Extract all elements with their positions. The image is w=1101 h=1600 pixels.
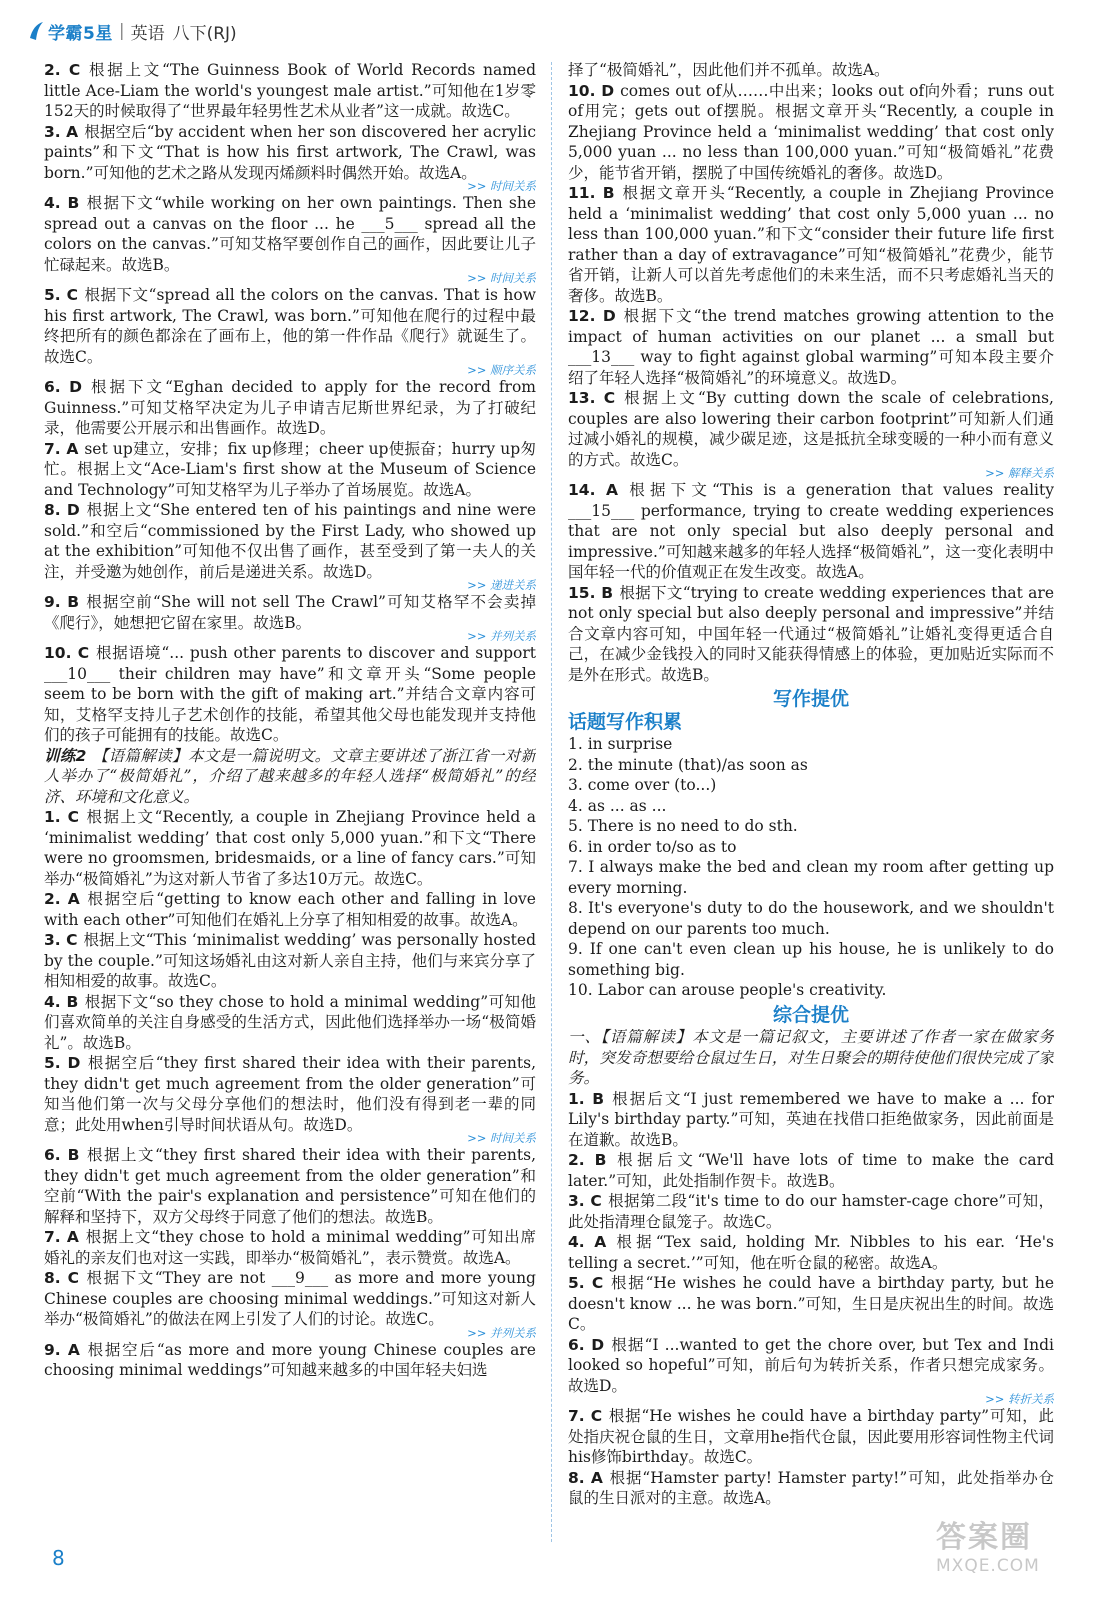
answer-text: 根据空后“as more and more young Chinese couples are choosing minimal weddings”可知越来越多的中国年轻夫妇选: [44, 1340, 536, 1379]
answer-number: 10. C: [44, 644, 90, 662]
answer-entry: [568, 1232, 1054, 1273]
answer-text: 根据下文“spread all the colors on the canvas. That is how his first artwork, The Crawl, was born.”可知他在爬行的过程中最终把所有的颜色都涂在了画布上，他的第一件作品《爬行》就诞生了。故选C。: [44, 286, 536, 366]
relation-tag: >> 并列关系: [467, 1325, 536, 1340]
answer-text: 根据下文“They are not ___9___ as more and more young Chinese couples are choosing minimal weddings.”可知这对新人举办“极简婚礼”的做法在网上引发了人们的讨论。故选C。: [44, 1269, 536, 1328]
answer-entry: [44, 746, 536, 808]
answer-entry: [44, 377, 536, 439]
answer-entry: [568, 1468, 1054, 1509]
watermark-logo: [936, 1512, 1086, 1588]
answer-number: 6. D: [568, 1335, 605, 1354]
answer-text: 根据上文“This ‘minimalist wedding’ was personally hosted by the couple.”可知这场婚礼由这对新人亲自主持，他们与来宾分享了相知相爱的故事。故选C。: [44, 931, 536, 990]
answer-text: 根据后文“I just remembered we have to make a ... for Lily's birthday party.”可知，英迪在找借口拒绝做家务，因此前面是在道歉。故选B。: [568, 1089, 1054, 1149]
brand-name: 学霸5星: [48, 23, 113, 44]
answer-text: comes out of从……中出来；looks out of向外看；runs out of用完；gets out of摆脱。根据文章开头“Recently, a couple in Zhejiang Province held a ‘minimalist wedding’ that cost only 5,000 yuan ... no less than 100,000 yuan.”可知“极简婚礼”花费少，能节省开销，摆脱了中国传统婚礼的奢侈。故选D。: [568, 81, 1054, 182]
answer-entry: [568, 480, 1054, 583]
answer-text: 根据上文“She entered ten of his paintings and nine were sold.”和空后“commissioned by the First Lady, who showed up at the exhibition”可知他不仅出售了画作，甚至受到了第一夫人的关注，并受邀为她创作，前后是递进关系。故选D。: [44, 501, 536, 581]
answer-text: 根据空前“She will not sell The Crawl”可知艾格罕不会卖掉《爬行》，她想把它留在家里。故选B。: [44, 593, 536, 632]
column-divider: [551, 62, 552, 1542]
answer-entry: [568, 1150, 1054, 1191]
answer-number: 7. A: [44, 1228, 79, 1246]
relation-tag: >> 时间关系: [467, 271, 536, 285]
writing-item: 10. Labor can arouse people's creativity.: [568, 981, 887, 999]
answer-number: 8. A: [568, 1468, 603, 1487]
grade-label: 八下(RJ): [172, 23, 237, 44]
answer-text: 根据“He wishes he could have a birthday party, but he doesn't know ... he was born.”可知，生日是庆祝出生的时间。故选C。: [568, 1274, 1054, 1333]
answer-entry: [568, 583, 1054, 686]
relation-tag: >> 解释关系: [985, 466, 1054, 480]
answer-number: 8. C: [44, 1269, 79, 1287]
header-separator: |: [118, 21, 125, 41]
answer-text: 根据第二段“it's time to do our hamster-cage chore”可知，此处指清理仓鼠笼子。故选C。: [568, 1192, 1054, 1231]
writing-section-title: 写作提优: [772, 688, 849, 710]
answer-number: 5. C: [568, 1274, 604, 1292]
answer-number: 1. C: [44, 808, 79, 826]
relation-tag: >> 并列关系: [467, 629, 536, 643]
writing-item: 3. come over (to...): [568, 776, 717, 794]
answer-text: 根据后文“We'll have lots of time to make the card later.”可知，此处指制作贺卡。故选B。: [568, 1151, 1054, 1190]
answer-number: 5. D: [44, 1054, 81, 1072]
answer-number: 10. D: [568, 81, 615, 100]
answer-text: 根据下文“the trend matches growing attention to the impact of human activities on our planet ... a small but ___13___ way to fight against global warming”可知本段主要介绍了年轻人选择“极简婚礼”的环境意义。故选D。: [568, 307, 1054, 387]
answer-entry: [568, 1191, 1054, 1232]
relation-tag: >> 顺序关系: [467, 363, 536, 377]
answer-entry: [568, 81, 1054, 184]
answer-entry: [44, 643, 536, 746]
answer-text: 根据空后“getting to know each other and falling in love with each other”可知他们在婚礼上分享了相知相爱的故事。故选A。: [44, 890, 536, 929]
answer-entry: [44, 592, 536, 633]
relation-tag: >> 转折关系: [985, 1392, 1054, 1406]
answer-entry: [44, 122, 536, 184]
answer-number: 2. C: [44, 61, 81, 79]
answer-text: 根据下文“so they chose to hold a minimal wedding”可知他们喜欢简单的关注自身感受的生活方式，因此他们选择举办一场“极简婚礼”。故选B。: [44, 992, 536, 1052]
answer-text: 根据上文“Recently, a couple in Zhejiang Province held a ‘minimalist wedding’ that cost only 5,000 yuan.”和下文“There were no groomsmen, bridesmaids, or a line of fancy cars.”可知举办“极简婚礼”为这对新人节省了多达10万元。故选C。: [44, 808, 536, 888]
writing-item: 9. If one can't even clean up his house, he is unlikely to do something big.: [568, 940, 1054, 979]
answer-entry: [568, 1406, 1054, 1468]
writing-item: 4. as ... as ...: [568, 796, 667, 815]
answer-text: 根据下文“Eghan decided to apply for the record from Guinness.”可知艾格罕决定为儿子申请吉尼斯世界纪录，为了打破纪录，他需要公开展示和出售画作。故选D。: [44, 378, 536, 437]
answer-entry: [44, 1227, 536, 1268]
answer-entry: [44, 193, 536, 275]
answer-text: 根据空后“they first shared their idea with their parents, they didn't get much agreement from the older generation”可知当他们第一次与父母分享他们的想法时，他们没有得到老一辈的同意；此处用when引导时间状语从句。故选D。: [44, 1054, 536, 1134]
answer-text: 【语篇解读】本文是一篇说明文。文章主要讲述了浙江省一对新人举办了“极简婚礼”，介绍了越来越多的年轻人选择“极简婚礼”的经济、环境和文化意义。: [44, 746, 536, 806]
brand-logo-icon: [26, 20, 46, 42]
answer-number: 14. A: [568, 481, 619, 499]
subject-label: 英语: [130, 23, 165, 44]
answer-text: 根据上文“The Guinness Book of World Records named little Ace-Liam the world's youngest male artist.”可知他在1岁零152天的时候取得了“世界最年轻男性艺术从业者”这一成就。故选C。: [44, 61, 536, 120]
answer-entry: [44, 285, 536, 367]
answer-entry: [568, 183, 1054, 306]
answer-number: 4. A: [568, 1233, 607, 1251]
right-column: [568, 60, 1054, 1560]
answer-number: 3. C: [568, 1192, 602, 1210]
answer-text: set up建立，安排；fix up修理；cheer up使振奋；hurry up匆忙。根据上文“Ace-Liam's first show at the Museum of Science and Technology”可知艾格罕为儿子举办了首场展览。故选A。: [44, 439, 536, 499]
writing-item: 6. in order to/so as to: [568, 837, 737, 856]
answer-number: 6. B: [44, 1146, 80, 1164]
answer-text: 根据“I ...wanted to get the chore over, but Tex and Indi looked so hopeful”可知，前后句为转折关系，作者只想完成家务。故选D。: [568, 1335, 1054, 1395]
answer-text: 根据“Tex said, holding Mr. Nibbles to his ear. ‘He's telling a secret.’”可知，他在听仓鼠的秘密。故选A。: [568, 1233, 1054, 1272]
answer-entry: [44, 1268, 536, 1330]
writing-item: 8. It's everyone's duty to do the housework, and we shouldn't depend on our parents too much.: [568, 899, 1054, 938]
left-column: [44, 60, 536, 1560]
answer-entry: [568, 60, 1054, 81]
answer-entry: [44, 889, 536, 930]
page-number: 8: [52, 1546, 65, 1570]
answer-entry: [568, 1089, 1054, 1151]
answer-entry: [568, 1335, 1054, 1397]
comprehensive-intro: 一、【语篇解读】本文是一篇记叙文，主要讲述了作者一家在做家务时，突发奇想要给仓鼠过生日，对生日聚会的期待使他们很快完成了家务。: [568, 1028, 1054, 1087]
answer-number: 3. A: [44, 122, 79, 141]
answer-entry: [44, 60, 536, 122]
answer-number: 12. D: [568, 307, 616, 325]
answer-number: 15. B: [568, 583, 614, 602]
answer-number: 4. B: [44, 992, 79, 1011]
answer-entry: [568, 306, 1054, 388]
answer-number: 2. A: [44, 890, 80, 908]
answer-entry: [44, 930, 536, 992]
answer-number: 7. A: [44, 439, 79, 458]
answer-entry: [44, 1145, 536, 1227]
page-header: [26, 14, 1086, 48]
answer-number: 训练2: [44, 746, 87, 765]
answer-entry: [568, 1273, 1054, 1335]
answer-text: 根据上文“they first shared their idea with their parents, they didn't get much agreement from the older generation”和空前“With the pair's explanation and persistence”可知在他们的解释和坚持下，双方父母终于同意了他们的想法。故选B。: [44, 1146, 536, 1226]
writing-item: 5. There is no need to do sth.: [568, 817, 798, 835]
answer-entry: [44, 439, 536, 501]
answer-number: 11. B: [568, 184, 615, 202]
answer-number: 8. D: [44, 501, 80, 519]
answer-number: 4. B: [44, 194, 80, 212]
answer-text: 根据“He wishes he could have a birthday party”可知，此处指庆祝仓鼠的生日，文章用he指代仓鼠，因此要用形容词性物主代词his修饰birthday。故选C。: [568, 1407, 1054, 1466]
watermark-url: MXQE.COM: [936, 1556, 1040, 1576]
writing-item: 2. the minute (that)/as soon as: [568, 755, 808, 774]
answer-number: 13. C: [568, 389, 616, 407]
answer-entry: [44, 500, 536, 582]
answer-text: 择了“极简婚礼”，因此他们并不孤单。故选A。: [568, 61, 890, 79]
answer-text: 根据下文“This is a generation that values reality ___15___ performance, trying to create wedding experiences that are not only special but also deeply personal and impressive.”可知越来越多的年轻人选择“极简婚礼”，这一变化表明中国年轻一代的价值观正在发生改变。故选A。: [568, 481, 1054, 581]
answer-number: 3. C: [44, 931, 78, 949]
answer-number: 2. B: [568, 1151, 607, 1169]
right-answers: [568, 60, 1054, 685]
writing-item: 7. I always make the bed and clean my room after getting up every morning.: [568, 858, 1054, 897]
writing-subsection-title: 话题写作积累: [568, 710, 683, 733]
relation-tag: >> 递进关系: [467, 578, 536, 592]
answer-text: 根据下文“while working on her own paintings. Then she spread out a canvas on the floor ... he ___5___ spread all the colors on the canvas.”可知艾格罕要创作自己的画作，因此要让儿子忙碌起来。故选B。: [44, 194, 536, 274]
answer-number: 5. C: [44, 286, 78, 304]
watermark-text: 答案圈: [936, 1520, 1032, 1555]
answer-number: 1. B: [568, 1089, 605, 1108]
answer-entry: [44, 1340, 536, 1381]
answer-text: 根据“Hamster party! Hamster party!”可知，此处指举办仓鼠的生日派对的主意。故选A。: [568, 1468, 1054, 1507]
writing-item: 1. in surprise: [568, 735, 673, 753]
answer-text: 根据空后“by accident when her son discovered her acrylic paints”和下文“That is how his first artwork, The Crawl, was born.”可知他的艺术之路从发现丙烯颜料时偶然开始。故选A。: [44, 122, 536, 182]
answer-entry: [44, 1053, 536, 1135]
answer-number: 9. A: [44, 1340, 80, 1359]
answer-entry: [44, 807, 536, 889]
answer-number: 6. D: [44, 378, 82, 396]
comprehensive-answers: [568, 1089, 1054, 1509]
answer-text: 根据上文“they chose to hold a minimal wedding”可知出席婚礼的亲友们也对这一实践，即举办“极简婚礼”，表示赞赏。故选A。: [44, 1228, 536, 1267]
answer-entry: [44, 992, 536, 1054]
answer-text: 根据文章开头“Recently, a couple in Zhejiang Province held a ‘minimalist wedding’ that cost only 5,000 yuan ... no less than 100,000 yuan.”和下文“consider their future life first rather than a day of extravagance”可知“极简婚礼”花费少，能节省开销，让新人可以首先考虑他们的未来生活，而不只考虑婚礼当天的奢侈。故选B。: [568, 184, 1054, 305]
answer-entry: [568, 388, 1054, 470]
answer-text: 根据上文“By cutting down the scale of celebrations, couples are also lowering their carbon footprint”可知新人们通过减小婚礼的规模，减少碳足迹，这是抵抗全球变暖的一种小而有意义的方式。故选C。: [568, 389, 1054, 469]
answer-number: 7. C: [568, 1407, 603, 1425]
relation-tag: >> 时间关系: [467, 179, 536, 193]
answer-number: 9. B: [44, 593, 80, 611]
answer-text: 根据下文“trying to create wedding experiences that are not only special but also deeply personal and impressive”并结合文章内容可知，中国年轻一代通过“极简婚礼”让婚礼变得更适合自己，在减少金钱投入的同时又能获得情感上的体验，更加贴近实际而不是外在形式。故选B。: [568, 583, 1054, 684]
comprehensive-section-title: 综合提优: [772, 1003, 849, 1026]
relation-tag: >> 时间关系: [467, 1131, 536, 1145]
writing-list: [568, 734, 1054, 1001]
answer-text: 根据语境“... push other parents to discover and support ___10___ their children may have”和文章开头“Some people seem to be born with the gift of making art.”并结合文章内容可知，艾格罕支持儿子艺术创作的技能，希望其他父母也能发现并支持他们的孩子可能拥有的技能。故选C。: [44, 644, 536, 744]
